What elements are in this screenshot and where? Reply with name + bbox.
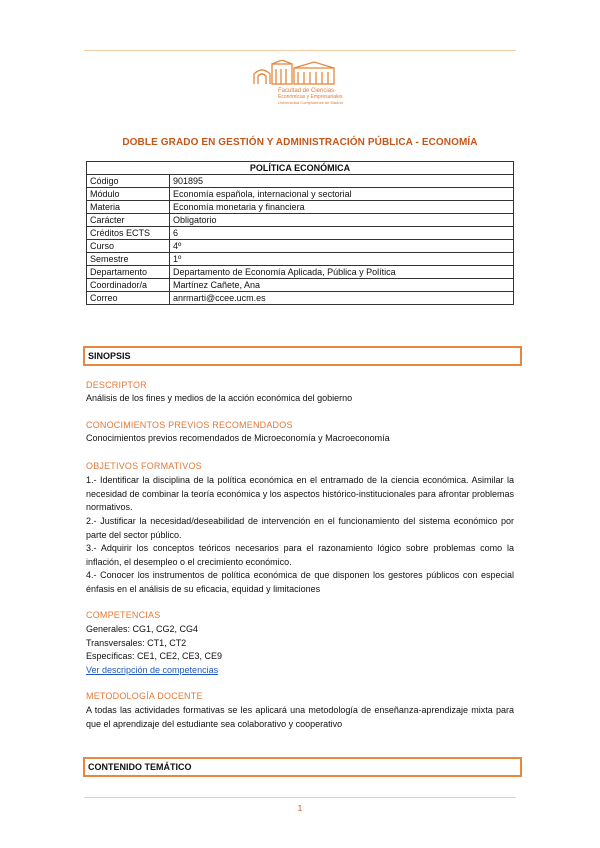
- prior-knowledge-text: Conocimientos previos recomendados de Microeconomía y Macroeconomía: [86, 433, 390, 443]
- table-row: [87, 175, 514, 188]
- header-rule: [84, 50, 516, 51]
- svg-text:Universidad Complutense de Mad: Universidad Complutense de Madrid: [278, 100, 343, 105]
- row-value: 4º: [170, 240, 514, 253]
- table-heading-row: [87, 162, 514, 175]
- row-value: Economía monetaria y financiera: [170, 201, 514, 214]
- section-header-contenido: CONTENIDO TEMÁTICO: [83, 757, 522, 777]
- row-value: 901895: [170, 175, 514, 188]
- svg-text:Facultad de Ciencias: Facultad de Ciencias: [278, 88, 335, 94]
- row-key: Departamento: [87, 266, 170, 279]
- objective-item: 3.- Adquirir los conceptos teóricos necesarios para el razonamiento lógico sobre problemas como la inflación, el desempleo o el crecimiento económico.: [86, 543, 514, 567]
- row-value: Martínez Cañete, Ana: [170, 279, 514, 292]
- course-name: POLÍTICA ECONÓMICA: [87, 162, 514, 175]
- row-key: Código: [87, 175, 170, 188]
- row-key: Carácter: [87, 214, 170, 227]
- table-row: [87, 214, 514, 227]
- row-key: Correo: [87, 292, 170, 305]
- page-number: 1: [297, 804, 303, 813]
- row-value: 1º: [170, 253, 514, 266]
- competencies-label: COMPETENCIAS: [86, 610, 161, 620]
- row-key: Semestre: [87, 253, 170, 266]
- svg-text:Económicas y Empresariales: Económicas y Empresariales: [278, 94, 343, 100]
- row-value: Obligatorio: [170, 214, 514, 227]
- row-value: anrmarti@ccee.ucm.es: [170, 292, 514, 305]
- competencies-description-link[interactable]: Ver descripción de competencias: [86, 665, 219, 675]
- table-row: [87, 188, 514, 201]
- course-info-table: [86, 161, 514, 305]
- section-header-sinopsis: SINOPSIS: [83, 346, 522, 366]
- table-row: [87, 253, 514, 266]
- competencies-specific: Específicas: CE1, CE2, CE3, CE9: [86, 651, 223, 661]
- row-key: Materia: [87, 201, 170, 214]
- objectives-label: OBJETIVOS FORMATIVOS: [86, 461, 202, 471]
- methodology-text: A todas las actividades formativas se les aplicará una metodología de enseñanza-aprendizaje mixta para que el aprendizaje del estudiante sea colaborativo y cooperativo: [86, 705, 514, 729]
- row-value: Departamento de Economía Aplicada, Pública y Política: [170, 266, 514, 279]
- methodology-label: METODOLOGÍA DOCENTE: [86, 691, 203, 701]
- table-row: [87, 227, 514, 240]
- row-key: Créditos ECTS: [87, 227, 170, 240]
- row-key: Módulo: [87, 188, 170, 201]
- descriptor-label: DESCRIPTOR: [86, 380, 147, 390]
- row-key: Curso: [87, 240, 170, 253]
- competencies-general: Generales: CG1, CG2, CG4: [86, 624, 199, 634]
- table-row: [87, 279, 514, 292]
- table-row: [87, 201, 514, 214]
- objective-item: 2.- Justificar la necesidad/deseabilidad de intervención en el funcionamiento del sistema económico por parte del sector público.: [86, 516, 514, 540]
- degree-title: DOBLE GRADO EN GESTIÓN Y ADMINISTRACIÓN PÚBLICA - ECONOMÍA: [122, 137, 478, 148]
- descriptor-text: Análisis de los fines y medios de la acción económica del gobierno: [86, 393, 353, 403]
- table-row: [87, 266, 514, 279]
- table-row: [87, 292, 514, 305]
- competencies-transversal: Transversales: CT1, CT2: [86, 638, 187, 648]
- row-value: Economía española, internacional y sectorial: [170, 188, 514, 201]
- objective-item: 4.- Conocer los instrumentos de política económica de que disponen los gestores públicos con especial énfasis en el análisis de su eficacia, equidad y limitaciones: [86, 570, 514, 594]
- objective-item: 1.- Identificar la disciplina de la política económica en el entramado de la ciencia económica. Asimilar la necesidad de combinar la teoría económica y los aspectos histórico-institucionales para afrontar problemas normativos.: [86, 475, 514, 513]
- competencies-link-wrap: [86, 664, 218, 678]
- footer-rule: [84, 797, 516, 798]
- row-value: 6: [170, 227, 514, 240]
- table-row: [87, 240, 514, 253]
- faculty-logo: [250, 60, 354, 106]
- prior-knowledge-label: CONOCIMIENTOS PREVIOS RECOMENDADOS: [86, 420, 293, 430]
- row-key: Coordinador/a: [87, 279, 170, 292]
